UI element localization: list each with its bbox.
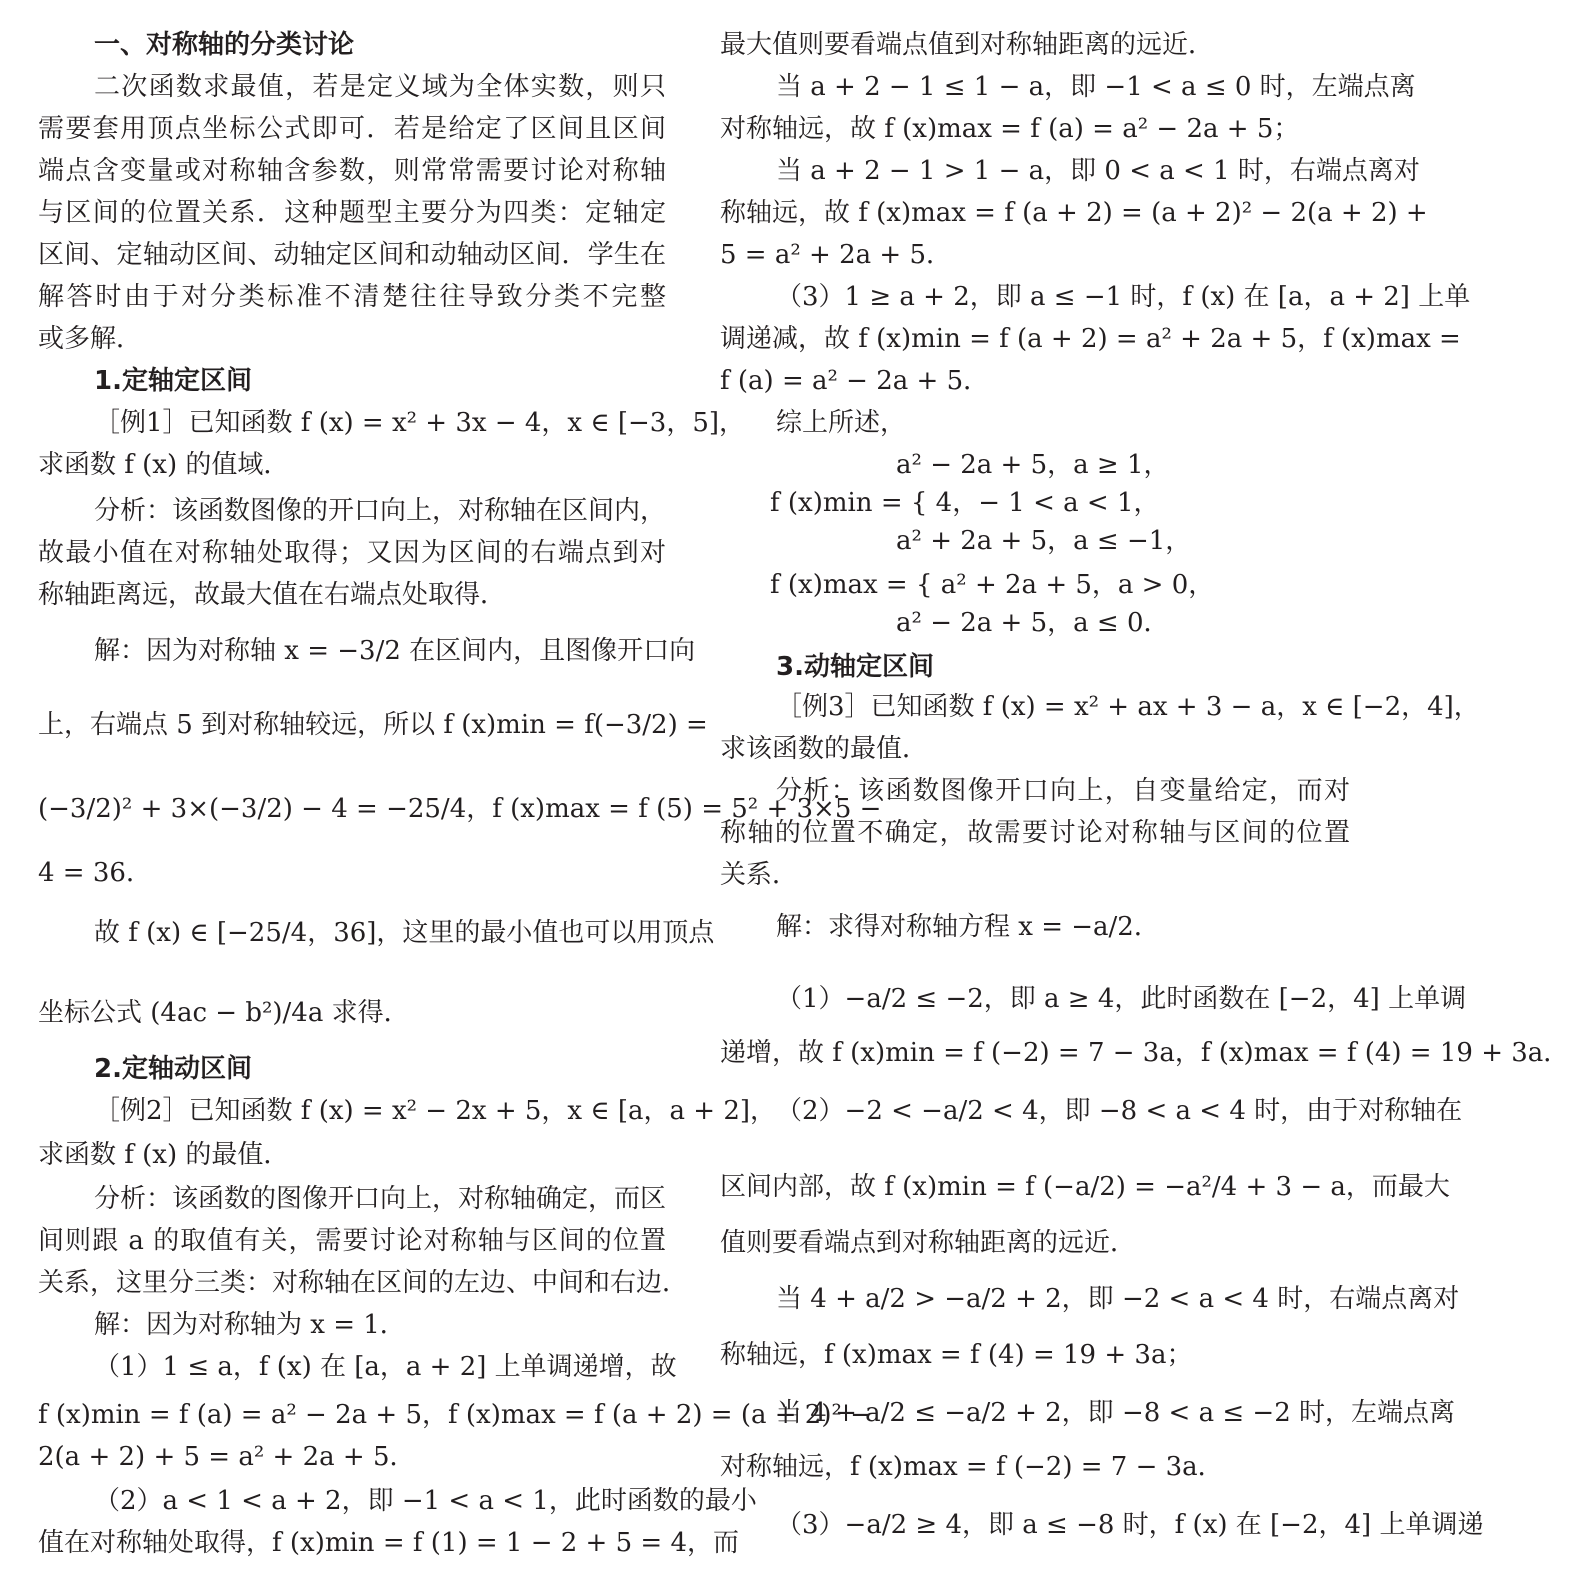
intro-line: 解答时由于对分类标准不清楚往往导致分类不完整 [38, 282, 666, 312]
continuation-line: 最大值则要看端点值到对称轴距离的远近． [720, 30, 1215, 60]
continuation-line: （3）1 ≥ a + 2，即 a ≤ −1 时，f (x) 在 [a，a + 2] 上单 [776, 282, 1471, 312]
solution-line: 上，右端点 5 到对称轴较远，所以 f (x)min = f(−3/2) = [38, 710, 708, 740]
intro-line: 二次函数求最值，若是定义域为全体实数，则只 [94, 72, 666, 102]
example-line: 求该函数的最值． [720, 734, 929, 764]
intro-line: 或多解． [38, 324, 143, 354]
continuation-line: 调递减，故 f (x)min = f (a + 2) = a² + 2a + 5，f (x)max = [720, 324, 1461, 354]
solution-line: 值则要看端点到对称轴距离的远近． [720, 1228, 1137, 1258]
solution-line: 解：因为对称轴为 x = 1． [94, 1310, 406, 1340]
analysis-line: 关系，这里分三类：对称轴在区间的左边、中间和右边． [38, 1268, 689, 1298]
section-heading: 一、对称轴的分类讨论 [94, 30, 355, 60]
solution-line: 值在对称轴处取得，f (x)min = f (1) = 1 − 2 + 5 = 4，而 [38, 1528, 740, 1558]
solution-line: （2）−2 < −a/2 < 4，即 −8 < a < 4 时，由于对称轴在 [776, 1096, 1463, 1126]
solution-line: f (x)min = f (a) = a² − 2a + 5，f (x)max = f (a + 2) = (a + 2)² − [38, 1400, 872, 1430]
solution-line: 递增，故 f (x)min = f (−2) = 7 − 3a，f (x)max = f (4) = 19 + 3a． [720, 1038, 1569, 1068]
solution-line: （3）−a/2 ≥ 4，即 a ≤ −8 时，f (x) 在 [−2，4] 上单调递 [776, 1510, 1484, 1540]
analysis-line: 关系． [720, 860, 799, 890]
analysis-line: 称轴距离远，故最大值在右端点处取得． [38, 580, 507, 610]
solution-line: （1）−a/2 ≤ −2，即 a ≥ 4，此时函数在 [−2，4] 上单调 [776, 984, 1467, 1014]
piecewise-max-line: a² − 2a + 5，a ≤ 0． [896, 608, 1170, 638]
intro-line: 区间、定轴动区间、动轴定区间和动轴动区间．学生在 [38, 240, 666, 270]
piecewise-max-line: f (x)max = { a² + 2a + 5，a > 0， [770, 570, 1215, 600]
solution-line: 区间内部，故 f (x)min = f (−a/2) = −a²/4 + 3 − a，而最大 [720, 1172, 1450, 1202]
solution-line: 故 f (x) ∈ [−25/4，36]，这里的最小值也可以用顶点 [94, 918, 715, 948]
solution-line: 4 = 36． [38, 858, 152, 888]
continuation-line: 综上所述， [776, 408, 907, 438]
analysis-line: 故最小值在对称轴处取得；又因为区间的右端点到对 [38, 538, 666, 568]
analysis-line: 间则跟 a 的取值有关，需要讨论对称轴与区间的位置 [38, 1226, 666, 1256]
intro-line: 端点含变量或对称轴含参数，则常常需要讨论对称轴 [38, 156, 666, 186]
continuation-line: 当 a + 2 − 1 ≤ 1 − a，即 −1 < a ≤ 0 时，左端点离 [776, 72, 1416, 102]
continuation-line: 5 = a² + 2a + 5． [720, 240, 952, 270]
example-line: 求函数 f (x) 的值域． [38, 450, 290, 480]
subsection-title: 1.定轴定区间 [94, 366, 252, 396]
solution-line: （1）1 ≤ a，f (x) 在 [a，a + 2] 上单调递增，故 [94, 1352, 677, 1382]
analysis-line: 分析：该函数的图像开口向上，对称轴确定，而区 [94, 1184, 667, 1214]
solution-line: 对称轴远，f (x)max = f (−2) = 7 − 3a． [720, 1452, 1224, 1482]
intro-line: 与区间的位置关系．这种题型主要分为四类：定轴定 [38, 198, 666, 228]
example-line: ［例3］已知函数 f (x) = x² + ax + 3 − a，x ∈ [−2，4]， [776, 692, 1480, 722]
analysis-line: 称轴的位置不确定，故需要讨论对称轴与区间的位置 [720, 818, 1350, 848]
subsection-title: 2.定轴动区间 [94, 1054, 252, 1084]
continuation-line: f (a) = a² − 2a + 5． [720, 366, 990, 396]
example-line: 求函数 f (x) 的最值． [38, 1140, 290, 1170]
piecewise-min-line: f (x)min = { 4，− 1 < a < 1， [770, 488, 1160, 518]
continuation-line: 对称轴远，故 f (x)max = f (a) = a² − 2a + 5； [720, 114, 1300, 144]
solution-line: 称轴远，f (x)max = f (4) = 19 + 3a； [720, 1340, 1193, 1370]
solution-line: （2）a < 1 < a + 2，即 −1 < a < 1，此时函数的最小 [94, 1486, 757, 1516]
analysis-line: 分析：该函数图像的开口向上，对称轴在区间内， [94, 496, 667, 526]
example-line: ［例2］已知函数 f (x) = x² − 2x + 5，x ∈ [a，a + 2]， [94, 1096, 777, 1126]
continuation-line: 称轴远，故 f (x)max = f (a + 2) = (a + 2)² − 2(a + 2) + [720, 198, 1428, 228]
solution-line: 解：因为对称轴 x = −3/2 在区间内，且图像开口向 [94, 636, 696, 666]
solution-line: 坐标公式 (4ac − b²)/4a 求得． [38, 998, 410, 1028]
solution-line: (−3/2)² + 3×(−3/2) − 4 = −25/4，f (x)max = f (5) = 5² + 3×5 − [38, 794, 882, 824]
solution-line: 解：求得对称轴方程 x = −a/2． [776, 912, 1160, 942]
solution-line: 当 4 + a/2 > −a/2 + 2，即 −2 < a < 4 时，右端点离对 [776, 1284, 1460, 1314]
solution-line: 2(a + 2) + 5 = a² + 2a + 5． [38, 1442, 416, 1472]
piecewise-min-line: a² − 2a + 5，a ≥ 1， [896, 450, 1170, 480]
subsection-title: 3.动轴定区间 [776, 652, 934, 682]
intro-line: 需要套用顶点坐标公式即可．若是给定了区间且区间 [38, 114, 666, 144]
continuation-line: 当 a + 2 − 1 > 1 − a，即 0 < a < 1 时，右端点离对 [776, 156, 1420, 186]
analysis-line: 分析：该函数图像开口向上，自变量给定，而对 [776, 776, 1350, 806]
piecewise-min-line: a² + 2a + 5，a ≤ −1， [896, 526, 1192, 556]
solution-line: 当 4 + a/2 ≤ −a/2 + 2，即 −8 < a ≤ −2 时，左端点离 [776, 1398, 1455, 1428]
example-line: ［例1］已知函数 f (x) = x² + 3x − 4，x ∈ [−3，5]， [94, 408, 746, 438]
